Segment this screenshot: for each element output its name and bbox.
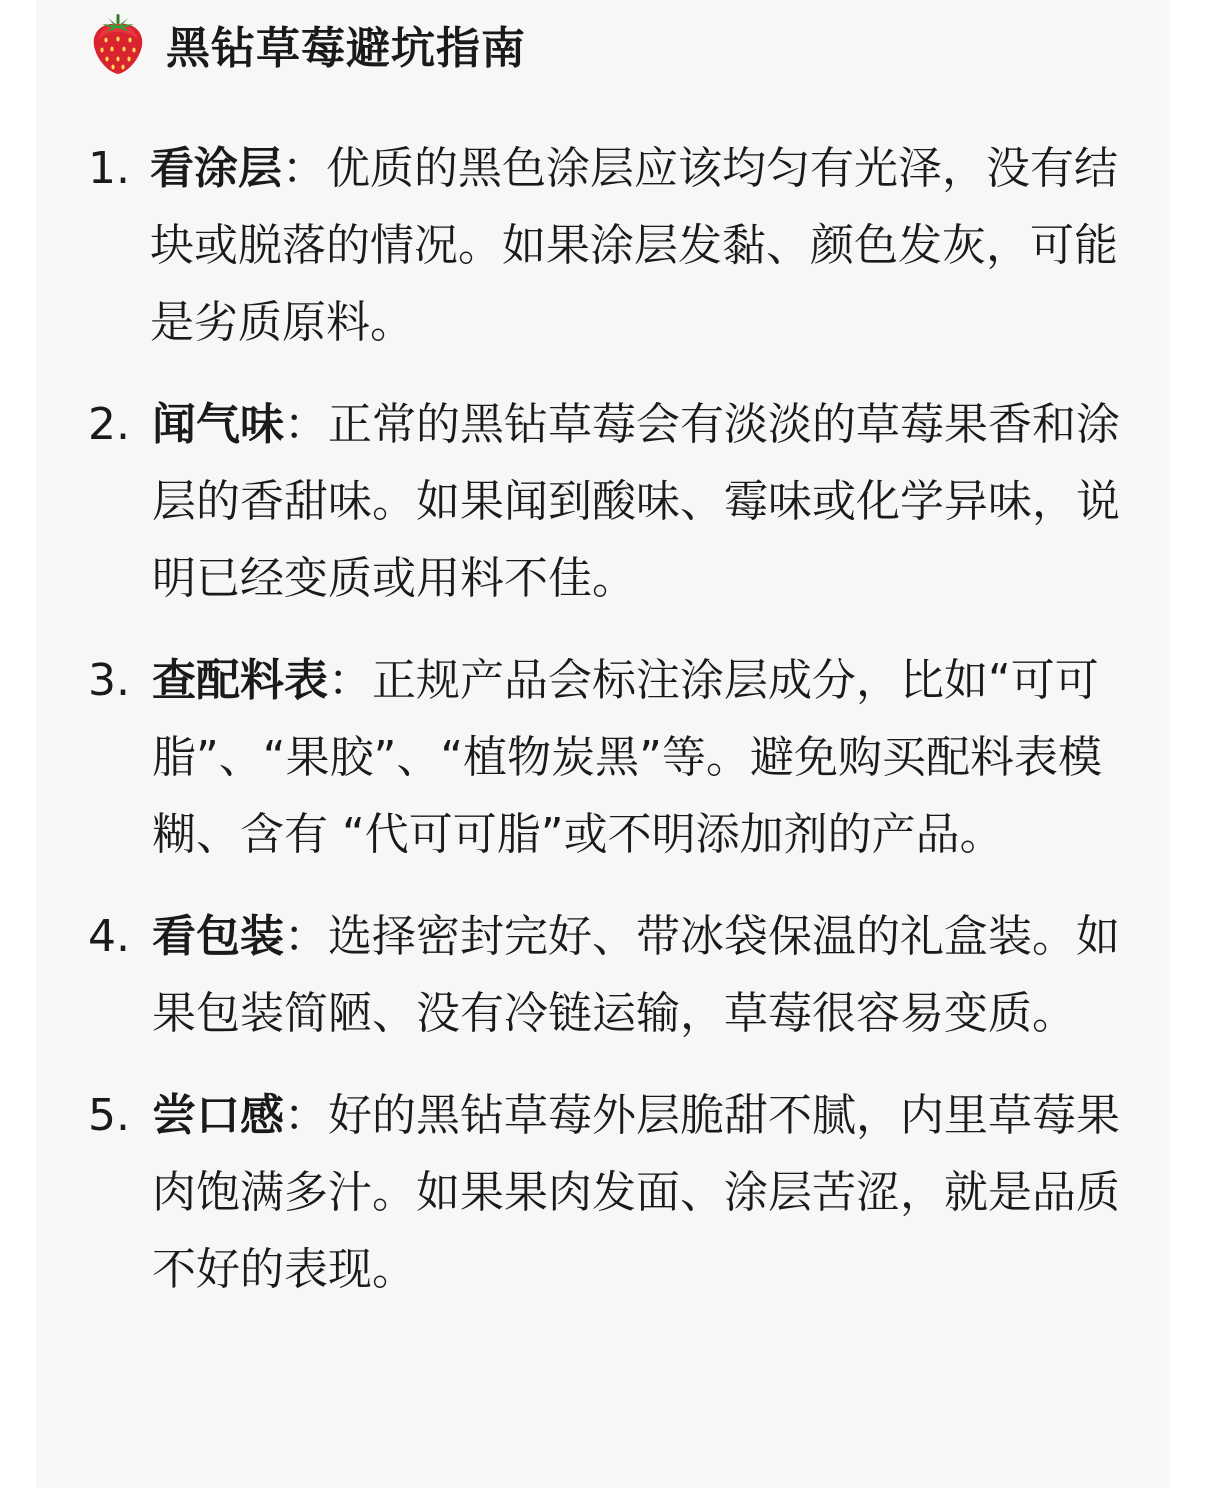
item-body — [152, 1077, 1138, 1308]
item-text: 正规产品会标注涂层成分，比如“可可脂”、“果胶”、“植物炭黑”等。避免购买配料表模糊、含有 “代可可脂”或不明添加剂的产品。 — [152, 655, 1102, 860]
item-body — [152, 898, 1138, 1052]
tips-list — [88, 130, 1138, 1333]
item-body — [150, 130, 1138, 361]
list-item — [88, 1077, 1138, 1308]
item-label: 看包装 — [152, 911, 284, 962]
item-label: 看涂层 — [150, 143, 282, 194]
item-text: 好的黑钻草莓外层脆甜不腻，内里草莓果肉饱满多汁。如果果肉发面、涂层苦涩，就是品质不好的表现。 — [152, 1090, 1120, 1295]
list-item — [88, 642, 1138, 873]
header — [88, 8, 526, 80]
item-label: 闻气味 — [152, 399, 284, 450]
list-item — [88, 898, 1138, 1052]
content-card — [36, 0, 1170, 1488]
item-separator: ： — [284, 399, 328, 450]
item-separator: ： — [284, 1090, 328, 1141]
item-number: 2. — [88, 399, 130, 450]
item-separator: ： — [328, 655, 372, 706]
list-item — [88, 386, 1138, 617]
item-text: 选择密封完好、带冰袋保温的礼盒装。如果包装简陋、没有冷链运输，草莓很容易变质。 — [152, 911, 1120, 1039]
item-number: 3. — [88, 655, 130, 706]
item-separator: ： — [282, 143, 326, 194]
item-body — [152, 386, 1138, 617]
strawberry-icon — [88, 12, 148, 76]
item-number: 5. — [88, 1090, 130, 1141]
page-title: 黑钻草莓避坑指南 — [166, 23, 526, 74]
list-item — [88, 130, 1138, 361]
item-number: 1. — [88, 143, 130, 194]
item-label: 尝口感 — [152, 1090, 284, 1141]
item-body — [152, 642, 1138, 873]
item-text: 优质的黑色涂层应该均匀有光泽，没有结块或脱落的情况。如果涂层发黏、颜色发灰，可能是劣质原料。 — [150, 143, 1118, 348]
item-separator: ： — [284, 911, 328, 962]
item-text: 正常的黑钻草莓会有淡淡的草莓果香和涂层的香甜味。如果闻到酸味、霉味或化学异味，说明已经变质或用料不佳。 — [152, 399, 1120, 604]
item-number: 4. — [88, 911, 130, 962]
item-label: 查配料表 — [152, 655, 328, 706]
